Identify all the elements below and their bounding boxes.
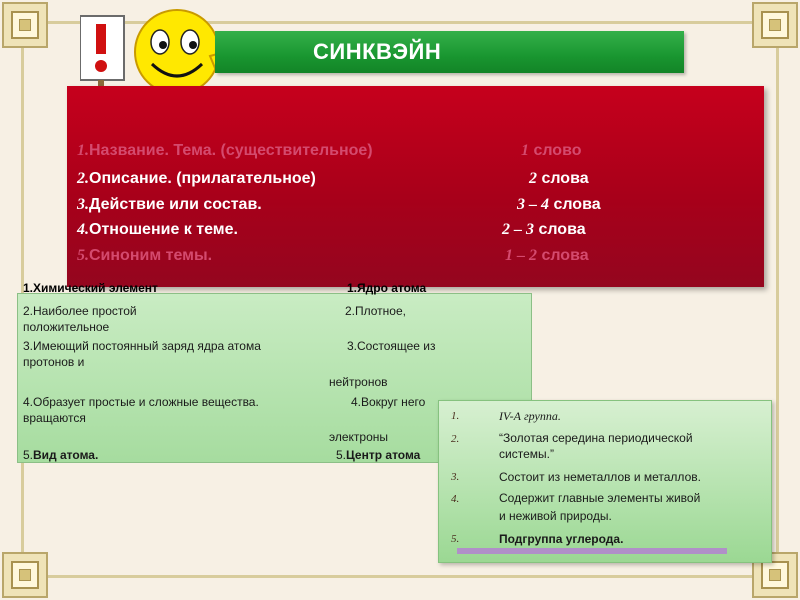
corner-ornament-top-right — [752, 2, 798, 48]
corner-ornament-bottom-left — [2, 552, 48, 598]
example-line: 4.Вокруг него — [351, 395, 426, 409]
example-line: 2.Наиболее простой — [23, 304, 137, 318]
example-item: Подгруппа углерода. — [499, 532, 624, 546]
frame-right-line — [776, 46, 779, 554]
rule-line: 3.Действие или состав. 3 – 4 слова — [77, 196, 601, 213]
example-line: нейтронов — [329, 375, 388, 389]
example-item: Содержит главные элементы живой — [499, 491, 701, 505]
corner-ornament-top-left — [2, 2, 48, 48]
example-line: 3.Имеющий постоянный заряд ядра атома — [23, 339, 261, 353]
example-item: и неживой природы. — [499, 509, 612, 523]
example-line: 2.Плотное, — [345, 304, 406, 318]
example-header-row: 1.Химический элемент 1.Ядро атома — [23, 281, 427, 295]
example-carbon-box: 1. IV-А группа. 2. “Золотая середина периодической системы.” 3. Состоит из неметаллов и металлов. 4. Содержит главные элементы живой и неживой природы. 5. Подгруппа углерода. — [438, 400, 772, 563]
rule-line: 5.Синоним темы. 1 – 2 слова — [77, 247, 589, 264]
example-line: протонов и — [23, 355, 85, 369]
example-line: положительное — [23, 320, 110, 334]
example-item: системы.” — [499, 447, 554, 461]
frame-bottom-line — [46, 575, 754, 578]
rule-line: 1.Название. Тема. (существительное) 1 слово — [77, 142, 582, 159]
example-line: 5.Центр атома — [336, 448, 421, 462]
example-line: 4.Образует простые и сложные вещества. — [23, 395, 259, 409]
example-item: IV-А группа. — [499, 409, 561, 423]
example-line: вращаются — [23, 411, 86, 425]
example-line: электроны — [329, 430, 389, 444]
syncwine-rules-box — [67, 86, 764, 287]
decorative-divider — [457, 548, 727, 554]
slide-title: СИНКВЭЙН — [313, 39, 442, 64]
title-bar — [215, 31, 684, 73]
example-item: Состоит из неметаллов и металлов. — [499, 470, 701, 484]
rule-line: 2.Описание. (прилагательное) 2 слова — [77, 170, 589, 187]
rule-line: 4.Отношение к теме. 2 – 3 слова — [77, 221, 586, 238]
example-line: 5.Вид атома. — [23, 448, 99, 462]
example-line: 3.Состоящее из — [347, 339, 436, 353]
example-item: “Золотая середина периодической — [499, 431, 693, 445]
